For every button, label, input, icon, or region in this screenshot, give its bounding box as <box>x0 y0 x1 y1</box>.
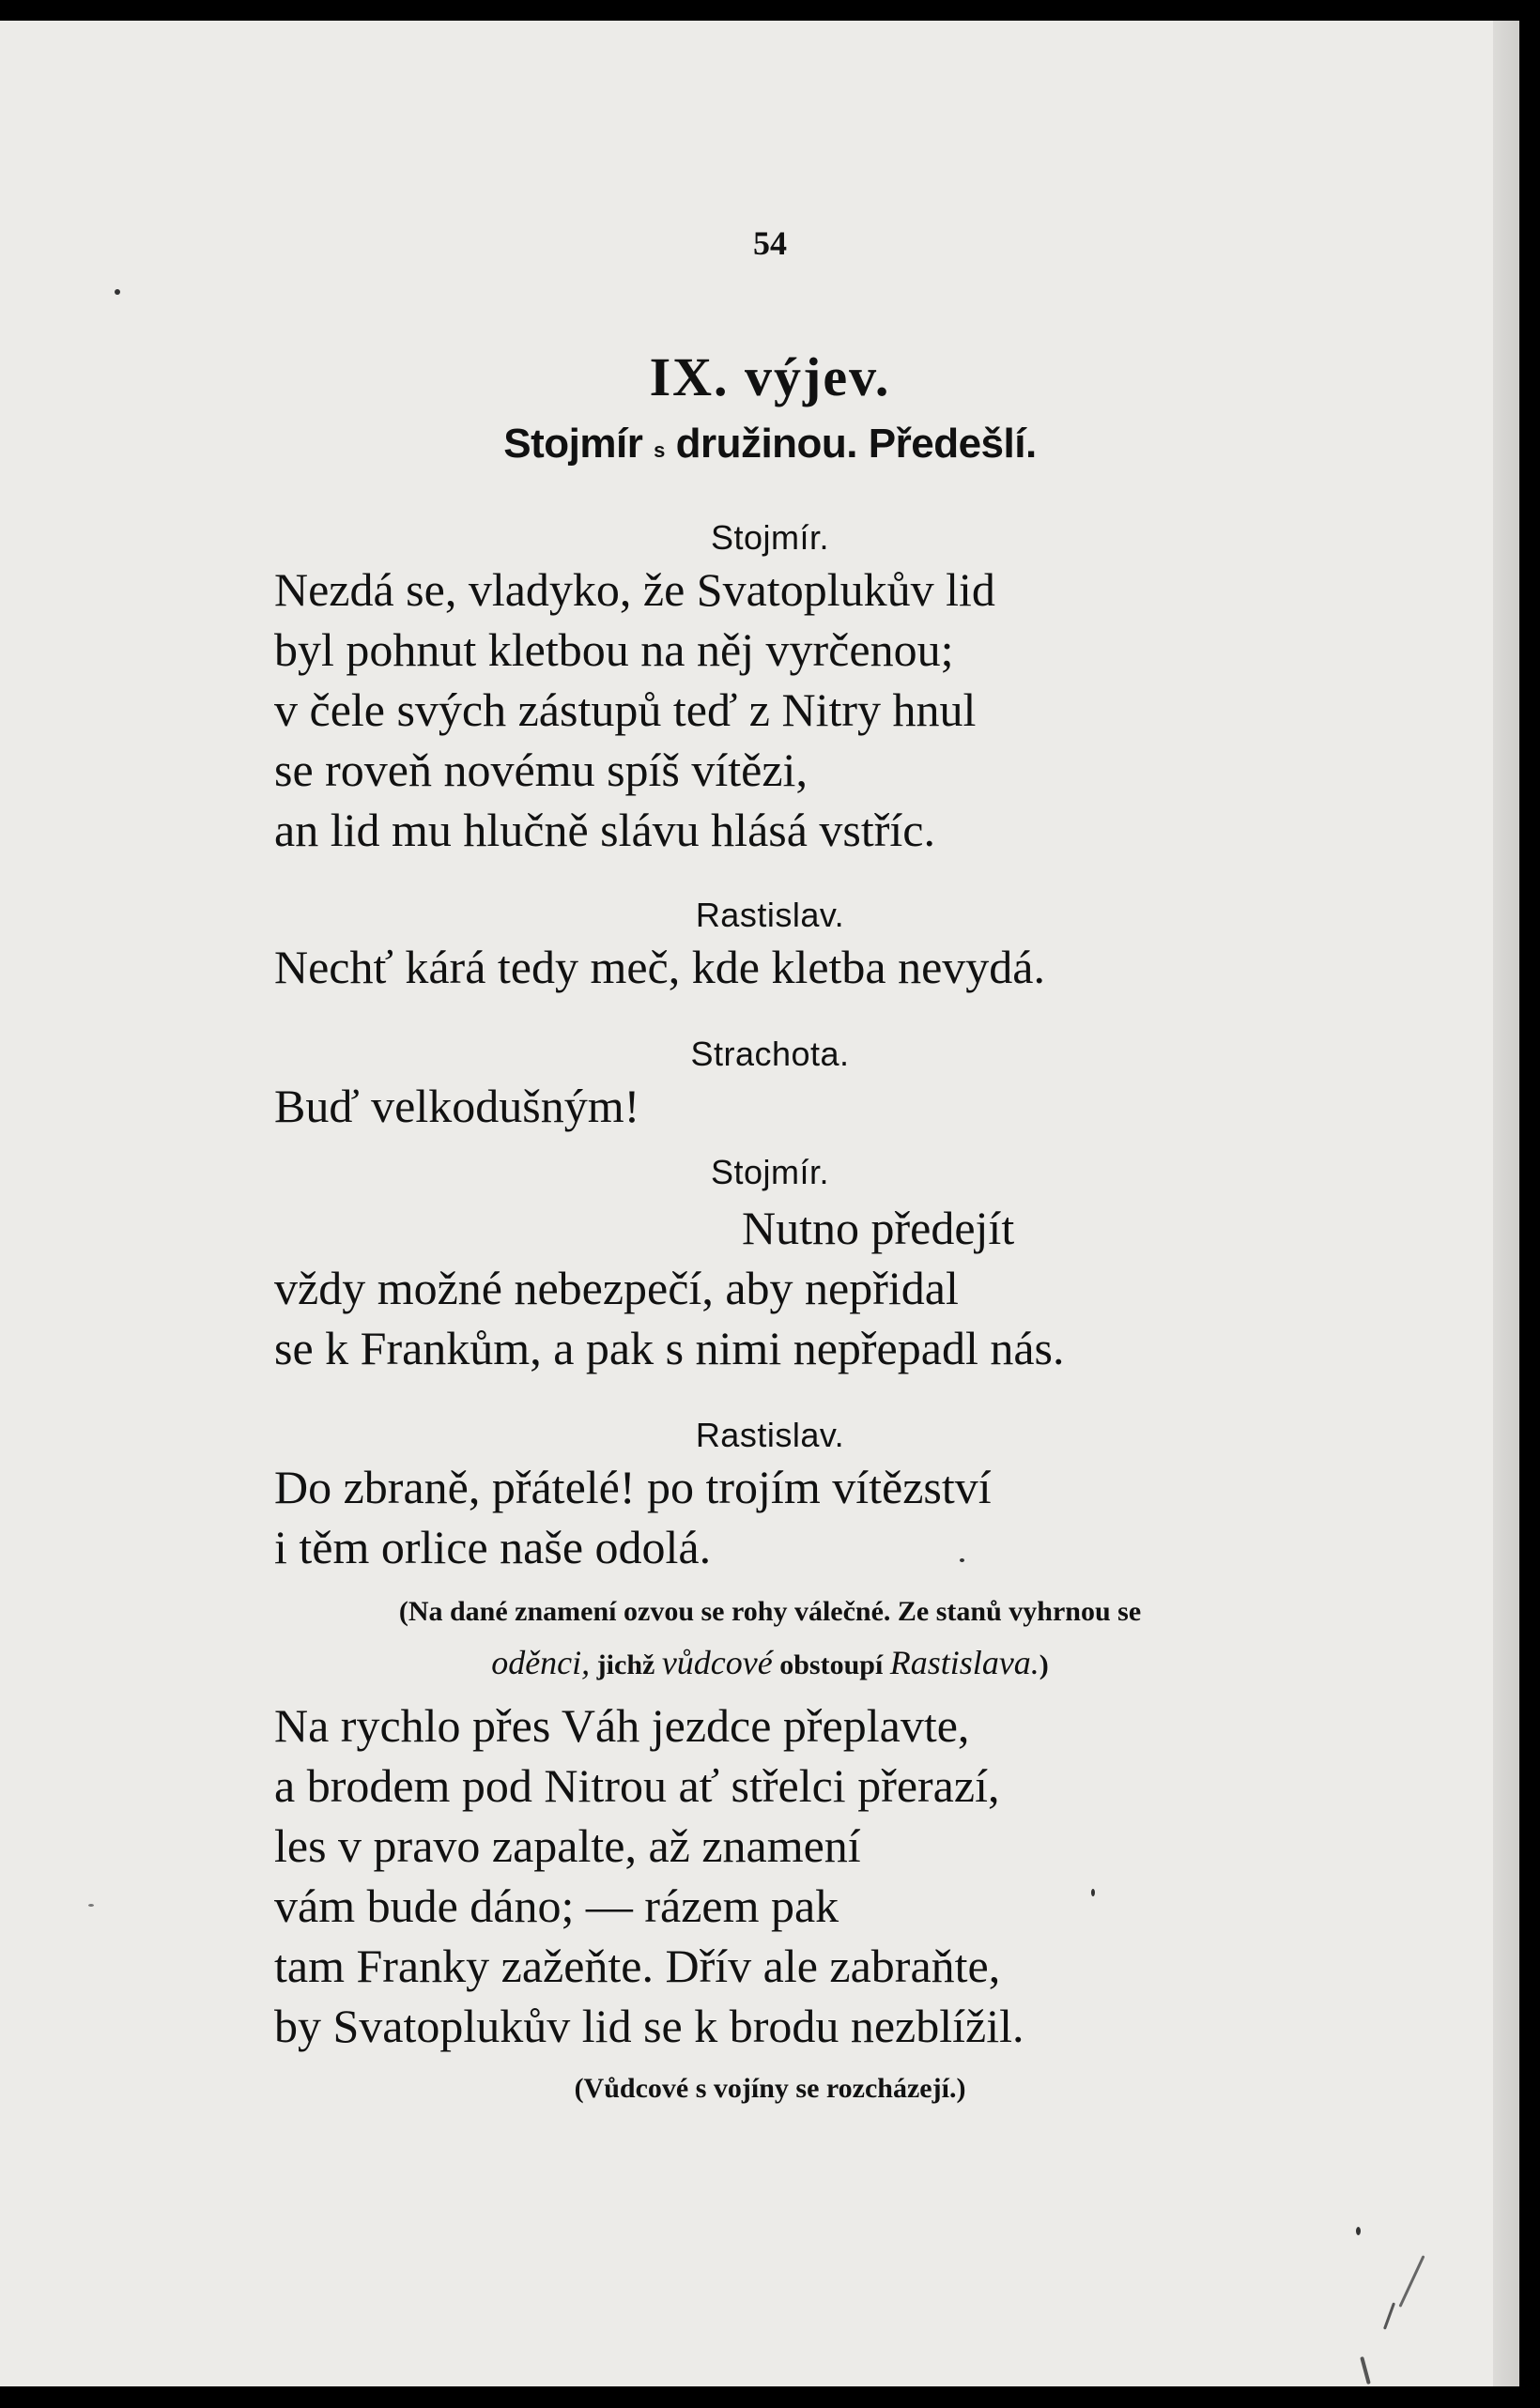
verse-line: i těm orlice naše odolá. <box>274 1521 712 1573</box>
verse-line: vám bude dáno; — rázem pak <box>274 1879 839 1932</box>
direction-text: obstoupí <box>772 1649 890 1680</box>
verse-line: byl pohnut kletbou na něj vyrčenou; <box>274 623 954 676</box>
verse-line: tam Franky zažeňte. Dřív ale zabraňte, <box>274 1940 1001 1992</box>
verse-line: an lid mu hlučně slávu hlásá vstříc. <box>274 804 936 856</box>
verse-line: Nechť kárá tedy meč, kde kletba nevydá. <box>274 941 1045 993</box>
verse-line: by Svatoplukův lid se k brodu nezblížil. <box>274 2000 1024 2052</box>
cast-part-2: družinou. Předešlí. <box>675 421 1037 467</box>
page-number: 54 <box>753 224 787 262</box>
cast-part-1: Stojmír <box>503 421 643 467</box>
verse-line: Nutno předejít <box>742 1202 1015 1254</box>
direction-text: ) <box>1039 1649 1049 1680</box>
scene-title: IX. výjev. <box>649 346 891 407</box>
speaker-label: Rastislav. <box>695 896 845 934</box>
verse-line: Do zbraně, přátelé! po trojím vítězství <box>274 1461 992 1513</box>
verse-line: Nezdá se, vladyko, že Svatoplukův lid <box>274 563 995 616</box>
direction-text: jichž <box>590 1649 662 1680</box>
speaker-label: Stojmír. <box>710 1153 830 1191</box>
stage-direction: (Na dané znamení ozvou se rohy válečné. Ze stanů vyhrnou se <box>398 1596 1142 1627</box>
verse-line: Buď velkodušným! <box>274 1080 640 1132</box>
verse-line: v čele svých zástupů teď z Nitry hnul <box>274 683 977 736</box>
stage-direction <box>0 1643 1540 1682</box>
speaker-label: Stojmír. <box>710 518 830 557</box>
cast-line <box>0 421 1540 468</box>
cast-small: s <box>654 438 665 462</box>
speaker-label: Rastislav. <box>695 1416 845 1454</box>
direction-italic: vůdcové <box>661 1644 773 1681</box>
verse-line: les v pravo zapalte, až znamení <box>274 1819 861 1872</box>
direction-italic: Rastislava. <box>889 1644 1040 1681</box>
stage-direction-exit: (Vůdcové s vojíny se rozcházejí.) <box>574 2073 966 2104</box>
verse-line: se k Frankům, a pak s nimi nepřepadl nás. <box>274 1322 1065 1374</box>
verse-line: a brodem pod Nitrou ať střelci přerazí, <box>274 1759 1000 1812</box>
verse-line: vždy možné nebezpečí, aby nepřidal <box>274 1262 959 1314</box>
verse-line: se roveň novému spíš vítězi, <box>274 744 808 796</box>
speaker-label: Strachota. <box>690 1035 850 1073</box>
verse-line: Na rychlo přes Váh jezdce přeplavte, <box>274 1699 970 1752</box>
direction-italic: oděnci, <box>491 1644 591 1681</box>
